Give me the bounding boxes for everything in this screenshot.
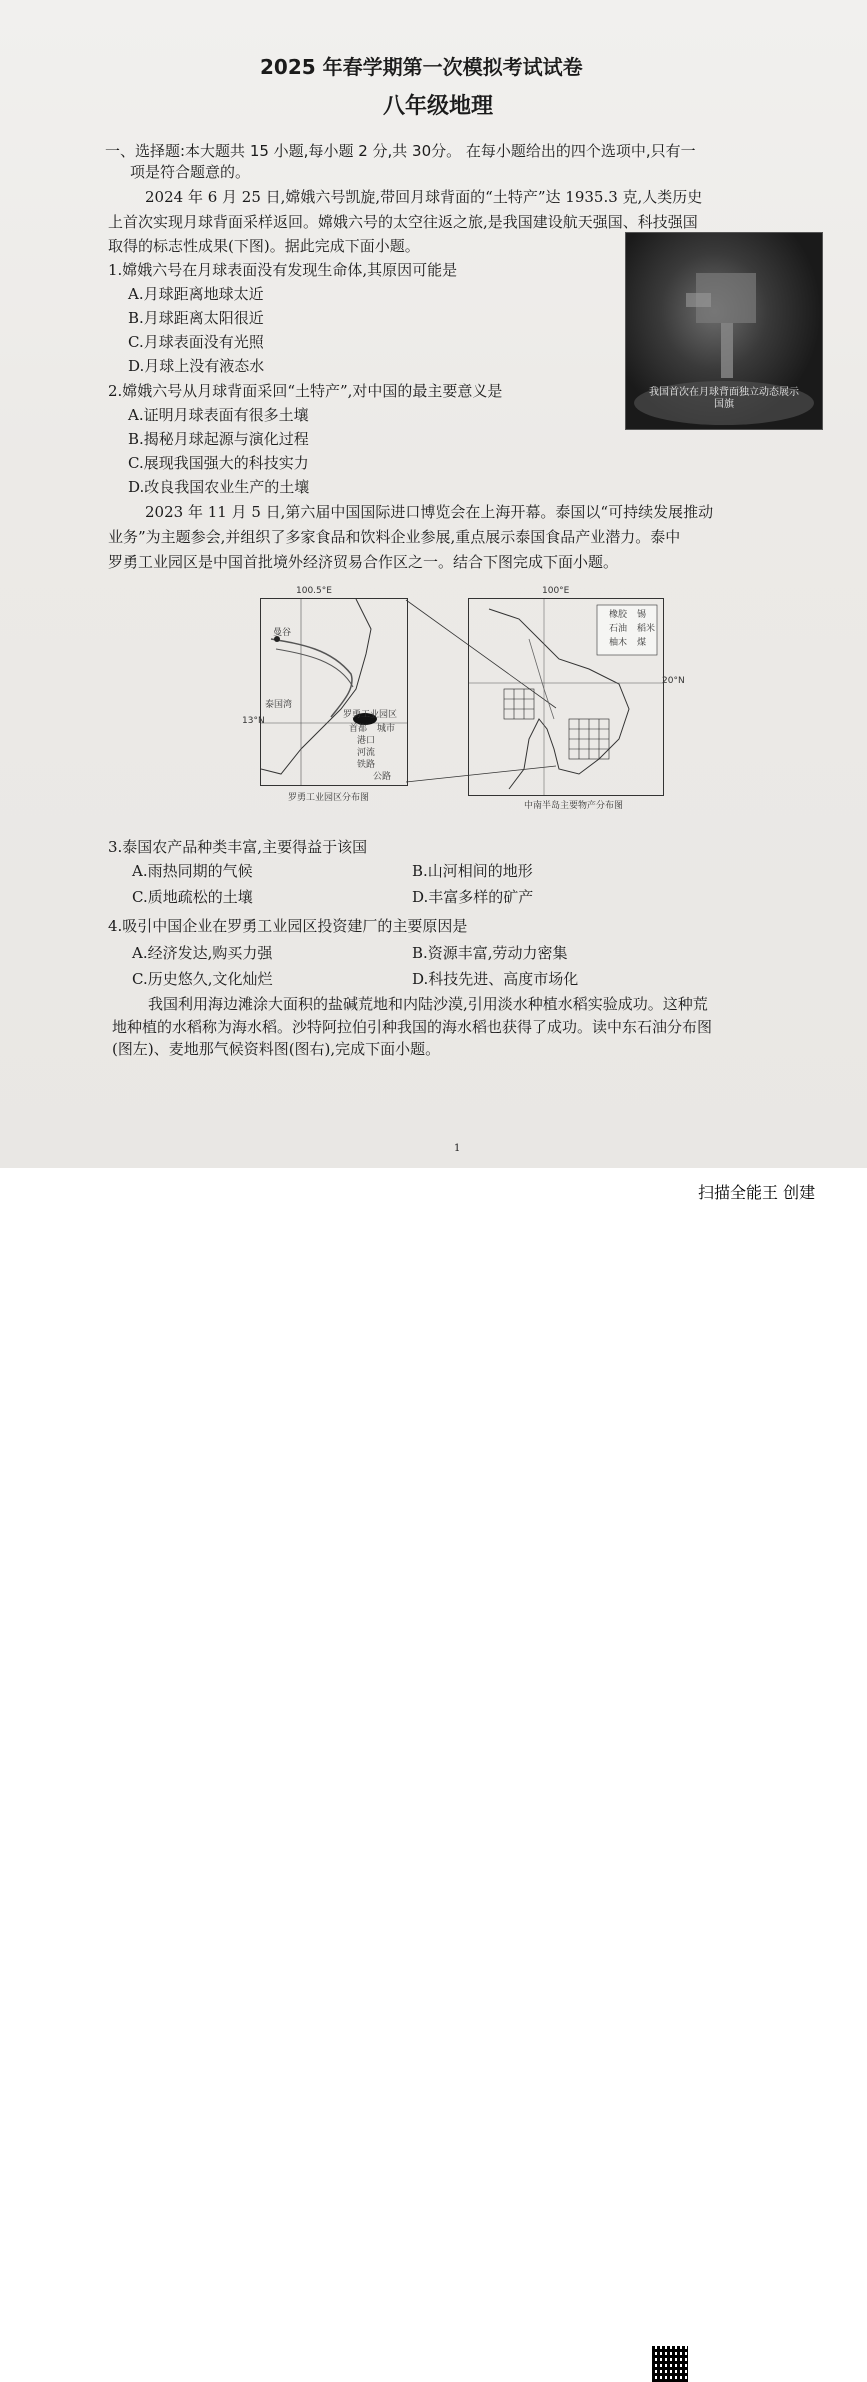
passage3-line: 我国利用海边滩涂大面积的盐碱荒地和内陆沙漠,引用淡水种植水稻实验成功。这种荒 (148, 995, 708, 1013)
q3-option-c: C.质地疏松的土壤 (132, 888, 253, 906)
q1-option-c: C.月球表面没有光照 (128, 333, 264, 351)
map-right-lon: 100°E (542, 586, 570, 596)
indochina-map (468, 598, 664, 796)
park-label: 罗勇工业园区 (343, 710, 398, 720)
passage1-line: 2024 年 6 月 25 日,嫦娥六号凯旋,带回月球背面的“土特产”达 1935.3 克,人类历史 (145, 188, 703, 206)
section-heading-cont: 项是符合题意的。 (130, 163, 251, 181)
section-heading: 一、选择题:本大题共 15 小题,每小题 2 分,共 30分。 在每小题给出的四个选项中,只有一 (105, 142, 696, 160)
passage2-line: 业务”为主题参会,并组织了多家食品和饮料企业参展,重点展示泰国食品产业潜力。泰中 (108, 528, 681, 546)
legend-city: 城市 (377, 724, 396, 734)
exam-page (0, 0, 867, 1168)
map-right-caption: 中南半岛主要物产分布图 (524, 801, 624, 811)
q3-option-b: B.山河相间的地形 (412, 862, 533, 880)
q2-option-b: B.揭秘月球起源与演化过程 (128, 430, 309, 448)
legend-capital: 首都 (349, 724, 368, 734)
legend-tin: 锡 (637, 610, 647, 620)
q1-option-a: A.月球距离地球太近 (128, 285, 264, 303)
q4-option-c: C.历史悠久,文化灿烂 (132, 970, 273, 988)
legend-rubber: 橡胶 (609, 610, 628, 620)
rayong-map (260, 598, 408, 786)
scanner-watermark: 扫描全能王 创建 (698, 1183, 816, 1202)
legend-rice: 稻米 (637, 624, 656, 634)
legend-railway: 铁路 (357, 760, 376, 770)
q3-option-a: A.雨热同期的气候 (132, 862, 253, 880)
q4-option-d: D.科技先进、高度市场化 (412, 970, 579, 988)
legend-coal: 煤 (637, 638, 647, 648)
passage3-line: (图左)、麦地那气候资料图(图右),完成下面小题。 (112, 1040, 441, 1058)
q1-option-b: B.月球距离太阳很近 (128, 309, 264, 327)
passage2-line: 罗勇工业园区是中国首批境外经济贸易合作区之一。结合下图完成下面小题。 (108, 553, 619, 571)
lunar-flag-photo (625, 232, 823, 430)
legend-oil: 石油 (609, 624, 628, 634)
legend-road: 公路 (373, 772, 392, 782)
q2-option-d: D.改良我国农业生产的土壤 (128, 478, 310, 496)
scanner-footer (0, 1168, 867, 1228)
page-number: 1 (454, 1143, 461, 1154)
q1-stem: 1.嫦娥六号在月球表面没有发现生命体,其原因可能是 (108, 261, 458, 279)
legend-teak: 柚木 (609, 638, 628, 648)
q3-option-d: D.丰富多样的矿产 (412, 888, 534, 906)
qr-code-icon (652, 2346, 688, 2382)
passage3-line: 地种植的水稻称为海水稻。沙特阿拉伯引种我国的海水稻也获得了成功。读中东石油分布图 (112, 1018, 713, 1036)
gulf-label: 泰国湾 (265, 700, 293, 710)
q4-option-a: A.经济发达,购买力强 (132, 944, 273, 962)
q2-option-c: C.展现我国强大的科技实力 (128, 454, 309, 472)
passage1-line: 取得的标志性成果(下图)。据此完成下面小题。 (108, 237, 420, 255)
passage1-line: 上首次实现月球背面采样返回。嫦娥六号的太空往返之旅,是我国建设航天强国、科技强国 (108, 213, 698, 231)
map-connector-lines (0, 0, 867, 900)
legend-river: 河流 (357, 748, 376, 758)
photo-caption: 我国首次在月球背面独立动态展示国旗 (649, 387, 799, 410)
indochina-map-drawing (469, 599, 663, 795)
q4-option-b: B.资源丰富,劳动力密集 (412, 944, 568, 962)
map-left-lon: 100.5°E (296, 586, 332, 596)
map-left-lat: 13°N (242, 716, 265, 726)
passage2-line: 2023 年 11 月 5 日,第六届中国国际进口博览会在上海开幕。泰国以“可持续发展推动 (145, 503, 714, 521)
map-right-lat: 20°N (662, 676, 685, 686)
map-left-caption: 罗勇工业园区分布图 (288, 793, 370, 803)
bangkok-label: 曼谷 (273, 628, 292, 638)
q4-stem: 4.吸引中国企业在罗勇工业园区投资建厂的主要原因是 (108, 917, 468, 935)
q2-option-a: A.证明月球表面有很多土壤 (128, 406, 309, 424)
q3-stem: 3.泰国农产品种类丰富,主要得益于该国 (108, 838, 368, 856)
exam-subtitle: 八年级地理 (383, 94, 494, 119)
q2-stem: 2.嫦娥六号从月球背面采回“土特产”,对中国的最主要意义是 (108, 382, 503, 400)
legend-port: 港口 (357, 736, 376, 746)
q1-option-d: D.月球上没有液态水 (128, 357, 265, 375)
exam-title: 2025 年春学期第一次模拟考试试卷 (260, 55, 583, 79)
